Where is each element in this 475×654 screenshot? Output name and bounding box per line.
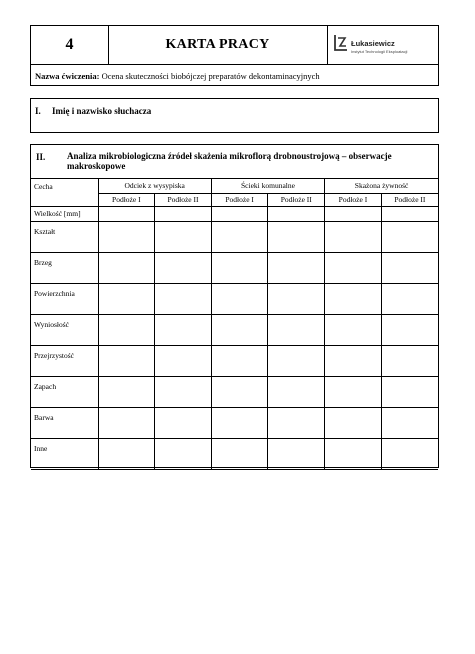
section2-numeral: II.	[36, 152, 46, 162]
observation-cell[interactable]	[381, 345, 438, 376]
observation-cell[interactable]	[325, 376, 382, 407]
worksheet-title: KARTA PRACY	[108, 26, 328, 64]
observation-cell[interactable]	[98, 407, 155, 438]
table-row	[31, 252, 438, 283]
table-row	[31, 376, 438, 407]
observation-cell[interactable]	[211, 376, 268, 407]
observation-cell[interactable]	[155, 206, 212, 221]
medium-header: Podłoże II	[268, 193, 325, 206]
feature-label: Barwa	[31, 407, 98, 438]
observation-cell[interactable]	[98, 283, 155, 314]
header-box	[30, 25, 439, 86]
feature-label: Powierzchnia	[31, 283, 98, 314]
observation-cell[interactable]	[381, 314, 438, 345]
table-row	[31, 221, 438, 252]
observation-cell[interactable]	[211, 252, 268, 283]
observation-cell[interactable]	[268, 376, 325, 407]
exercise-name: Ocena skuteczności biobójczej preparatów dekontaminacyjnych	[101, 71, 320, 81]
observation-cell[interactable]	[98, 376, 155, 407]
observation-cell[interactable]	[381, 407, 438, 438]
observation-cell[interactable]	[155, 376, 212, 407]
medium-header: Podłoże II	[155, 193, 212, 206]
feature-header: Cecha	[31, 179, 98, 206]
observation-cell[interactable]	[155, 407, 212, 438]
observation-cell[interactable]	[381, 252, 438, 283]
group-header: Skażona żywność	[325, 179, 438, 193]
section2-title: Analiza mikrobiologiczna źródeł skażenia mikroflorą drobnoustrojową – obserwacje makroskopowe	[67, 151, 392, 171]
observation-cell[interactable]	[381, 221, 438, 252]
observation-cell[interactable]	[211, 221, 268, 252]
exercise-label: Nazwa ćwiczenia:	[35, 71, 100, 81]
observation-cell[interactable]	[98, 252, 155, 283]
table-row	[31, 345, 438, 376]
exercise-row	[31, 64, 438, 86]
section1-title: Imię i nazwisko słuchacza	[52, 106, 152, 116]
observation-cell[interactable]	[325, 283, 382, 314]
observation-cell[interactable]	[155, 221, 212, 252]
medium-header: Podłoże I	[211, 193, 268, 206]
observation-cell[interactable]	[268, 345, 325, 376]
worksheet-number: 4	[31, 26, 109, 64]
observation-cell[interactable]	[98, 438, 155, 469]
feature-label: Zapach	[31, 376, 98, 407]
observation-cell[interactable]	[268, 314, 325, 345]
feature-label: Brzeg	[31, 252, 98, 283]
observation-cell[interactable]	[211, 283, 268, 314]
section-analysis	[30, 144, 439, 468]
group-header: Odciek z wysypiska	[98, 179, 211, 193]
observation-cell[interactable]	[325, 252, 382, 283]
medium-header: Podłoże I	[325, 193, 382, 206]
table-row	[31, 438, 438, 469]
observation-cell[interactable]	[381, 438, 438, 469]
feature-label: Wielkość [mm]	[31, 206, 98, 221]
observation-cell[interactable]	[381, 283, 438, 314]
observation-cell[interactable]	[268, 407, 325, 438]
observation-cell[interactable]	[98, 314, 155, 345]
observation-cell[interactable]	[211, 345, 268, 376]
observation-cell[interactable]	[211, 407, 268, 438]
observation-cell[interactable]	[325, 221, 382, 252]
table-row	[31, 407, 438, 438]
medium-header: Podłoże I	[98, 193, 155, 206]
observation-cell[interactable]	[268, 438, 325, 469]
section-student-name	[30, 98, 439, 133]
observation-cell[interactable]	[155, 283, 212, 314]
section1-numeral: I.	[35, 106, 41, 116]
table-row	[31, 283, 438, 314]
observation-cell[interactable]	[155, 314, 212, 345]
observation-cell[interactable]	[211, 314, 268, 345]
observation-cell[interactable]	[268, 221, 325, 252]
lukasiewicz-logo	[327, 26, 438, 64]
observation-cell[interactable]	[381, 376, 438, 407]
observation-cell[interactable]	[325, 345, 382, 376]
group-header: Ścieki komunalne	[211, 179, 324, 193]
observation-cell[interactable]	[268, 283, 325, 314]
observation-cell[interactable]	[98, 221, 155, 252]
feature-label: Wyniosłość	[31, 314, 98, 345]
observation-cell[interactable]	[155, 438, 212, 469]
observation-table	[31, 179, 438, 470]
feature-label: Przejrzystość	[31, 345, 98, 376]
observation-cell[interactable]	[98, 345, 155, 376]
observation-cell[interactable]	[268, 206, 325, 221]
table-row	[31, 314, 438, 345]
observation-cell[interactable]	[268, 252, 325, 283]
logo-brand: Łukasiewicz	[351, 39, 395, 48]
feature-label: Inne	[31, 438, 98, 469]
table-group-row	[31, 179, 438, 193]
observation-cell[interactable]	[325, 438, 382, 469]
observation-cell[interactable]	[155, 252, 212, 283]
feature-label: Kształt	[31, 221, 98, 252]
observation-cell[interactable]	[98, 206, 155, 221]
section2-header	[31, 145, 438, 179]
observation-cell[interactable]	[325, 206, 382, 221]
observation-cell[interactable]	[155, 345, 212, 376]
medium-header: Podłoże II	[381, 193, 438, 206]
table-row	[31, 206, 438, 221]
observation-cell[interactable]	[325, 314, 382, 345]
lukasiewicz-logo-icon	[333, 34, 349, 52]
logo-institute: Instytut Technologii Eksploatacji	[351, 49, 408, 54]
observation-cell[interactable]	[211, 438, 268, 469]
observation-cell[interactable]	[325, 407, 382, 438]
observation-cell[interactable]	[211, 206, 268, 221]
observation-cell[interactable]	[381, 206, 438, 221]
